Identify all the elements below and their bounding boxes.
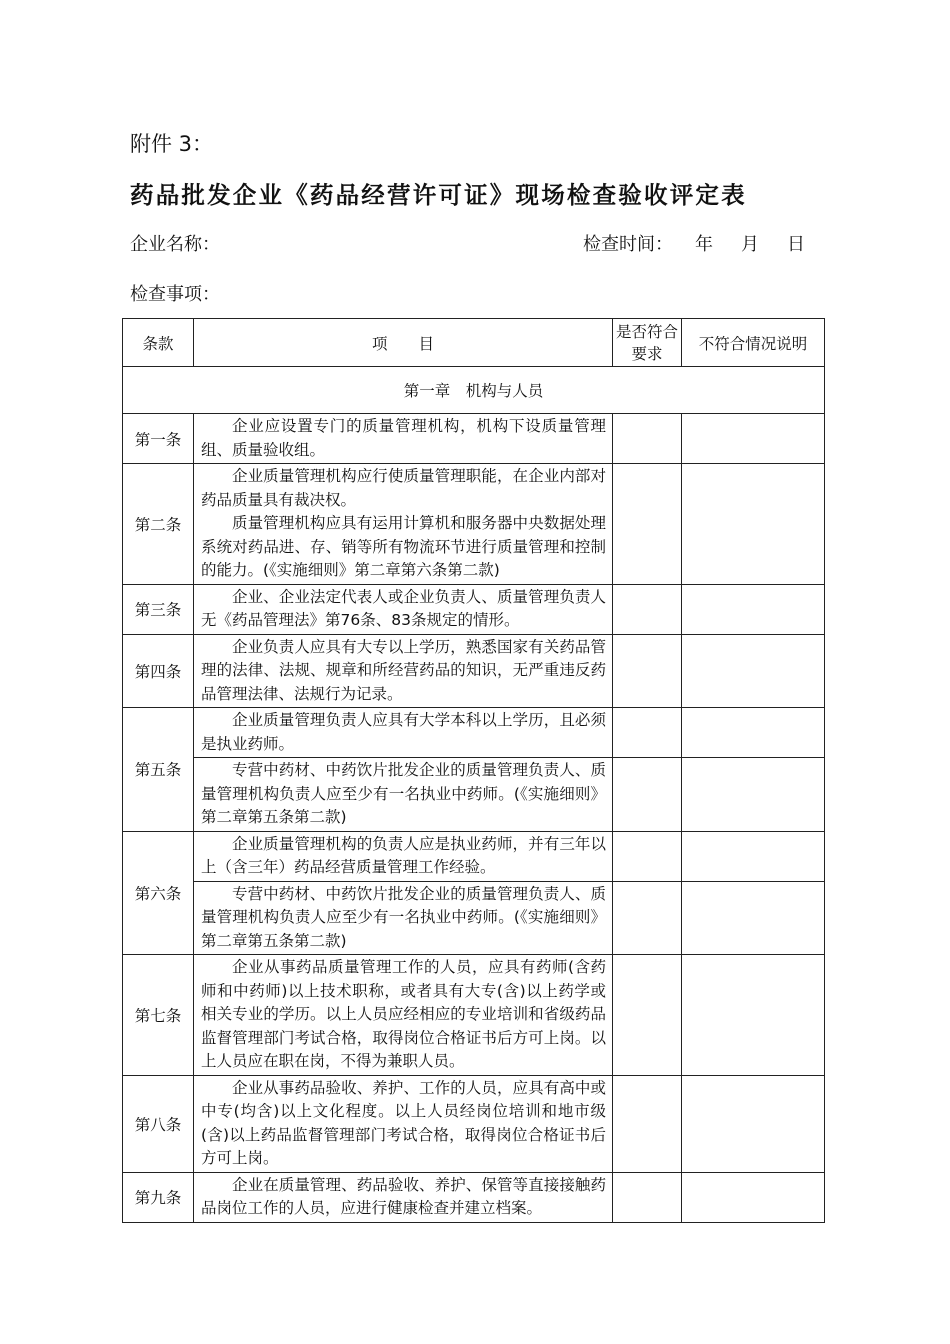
- clause-number: 第三条: [123, 584, 194, 634]
- remark-cell[interactable]: [682, 584, 825, 634]
- clause-paragraph: 企业从事药品质量管理工作的人员，应具有药师(含药师和中药师)以上技术职称，或者具有大专(含)以上药学或相关专业的学历。以上人员应经相应的专业培训和省级药品监督管理部门考试合格，取得岗位合格证书后方可上岗。以上人员应在职在岗，不得为兼职人员。: [201, 958, 606, 1070]
- clause-paragraph: 企业质量管理负责人应具有大学本科以上学历，且必须是执业药师。: [201, 711, 606, 753]
- conform-cell[interactable]: [613, 831, 682, 881]
- table-row: [123, 1172, 825, 1222]
- header-item: 项 目: [194, 319, 613, 367]
- clause-paragraph: 专营中药材、中药饮片批发企业的质量管理负责人、质量管理机构负责人应至少有一名执业中药师。(《实施细则》第二章第五条第二款): [201, 884, 606, 950]
- clause-content: [194, 708, 613, 758]
- table-row: [123, 758, 825, 832]
- clause-paragraph: 质量管理机构应具有运用计算机和服务器中央数据处理系统对药品进、存、销等所有物流环节进行质量管理和控制的能力。(《实施细则》第二章第六条第二款): [201, 514, 606, 579]
- clause-content: [194, 634, 613, 708]
- conform-cell[interactable]: [613, 1172, 682, 1222]
- clause-paragraph: 企业质量管理机构应行使质量管理职能，在企业内部对药品质量具有裁决权。: [201, 467, 606, 509]
- clause-content: [194, 831, 613, 881]
- check-time: [583, 230, 805, 256]
- conform-cell[interactable]: [613, 1075, 682, 1172]
- table-row: [123, 414, 825, 464]
- clause-number: 第七条: [123, 955, 194, 1076]
- clause-content: [194, 881, 613, 955]
- table-row: [123, 584, 825, 634]
- remark-cell[interactable]: [682, 955, 825, 1076]
- clause-number: 第五条: [123, 708, 194, 832]
- check-items-label: 检查事项：: [130, 284, 220, 305]
- check-time-label: 检查时间：: [583, 234, 673, 255]
- conform-cell[interactable]: [613, 708, 682, 758]
- conform-cell[interactable]: [613, 464, 682, 585]
- clause-paragraph: 企业在质量管理、药品验收、养护、保管等直接接触药品岗位工作的人员，应进行健康检查并建立档案。: [201, 1175, 606, 1217]
- remark-cell[interactable]: [682, 1172, 825, 1222]
- remark-cell[interactable]: [682, 634, 825, 708]
- conform-cell[interactable]: [613, 758, 682, 832]
- clause-number: 第八条: [123, 1075, 194, 1172]
- clause-number: 第二条: [123, 464, 194, 585]
- clause-number: 第六条: [123, 831, 194, 955]
- clause-paragraph: 企业质量管理机构的负责人应是执业药师，并有三年以上（含三年）药品经营质量管理工作经验。: [201, 834, 606, 876]
- clause-content: [194, 464, 613, 585]
- remark-cell[interactable]: [682, 831, 825, 881]
- company-name-label: 企业名称：: [130, 234, 220, 255]
- remark-cell[interactable]: [682, 1075, 825, 1172]
- conform-cell[interactable]: [613, 634, 682, 708]
- table-row: [123, 464, 825, 585]
- conform-cell[interactable]: [613, 584, 682, 634]
- table-row: [123, 634, 825, 708]
- evaluation-table: [122, 318, 825, 1223]
- clause-content: [194, 1075, 613, 1172]
- table-row: [123, 831, 825, 881]
- chapter-row: [123, 367, 825, 414]
- header-clause: 条款: [123, 319, 194, 367]
- header-remark: 不符合情况说明: [682, 319, 825, 367]
- table-row: [123, 708, 825, 758]
- attachment-label: 附件 3：: [130, 132, 214, 156]
- clause-number: 第九条: [123, 1172, 194, 1222]
- clause-content: [194, 414, 613, 464]
- conform-cell[interactable]: [613, 414, 682, 464]
- year-label: 年: [695, 234, 713, 255]
- document-title: 药品批发企业《药品经营许可证》现场检查验收评定表: [130, 181, 747, 209]
- table-row: [123, 1075, 825, 1172]
- remark-cell[interactable]: [682, 414, 825, 464]
- clause-paragraph: 企业从事药品验收、养护、工作的人员，应具有高中或中专(均含)以上文化程度。以上人员经岗位培训和地市级(含)以上药品监督管理部门考试合格，取得岗位合格证书后方可上岗。: [201, 1078, 606, 1167]
- clause-content: [194, 584, 613, 634]
- clause-content: [194, 955, 613, 1076]
- clause-paragraph: 企业负责人应具有大专以上学历，熟悉国家有关药品管理的法律、法规、规章和所经营药品的知识，无严重违反药品管理法律、法规行为记录。: [201, 637, 606, 703]
- day-label: 日: [787, 234, 805, 255]
- clause-number: 第四条: [123, 634, 194, 708]
- conform-cell[interactable]: [613, 881, 682, 955]
- clause-content: [194, 758, 613, 832]
- table-row: [123, 881, 825, 955]
- month-label: 月: [741, 234, 759, 255]
- clause-paragraph: 专营中药材、中药饮片批发企业的质量管理负责人、质量管理机构负责人应至少有一名执业中药师。(《实施细则》第二章第五条第二款): [201, 761, 606, 826]
- conform-cell[interactable]: [613, 955, 682, 1076]
- remark-cell[interactable]: [682, 881, 825, 955]
- clause-paragraph: 企业、企业法定代表人或企业负责人、质量管理负责人无《药品管理法》第76条、83条规定的情形。: [201, 587, 606, 629]
- chapter-heading: 第一章 机构与人员: [123, 367, 825, 414]
- clause-paragraph: 企业应设置专门的质量管理机构，机构下设质量管理组、质量验收组。: [201, 417, 606, 459]
- clause-number: 第一条: [123, 414, 194, 464]
- remark-cell[interactable]: [682, 708, 825, 758]
- table-header-row: [123, 319, 825, 367]
- header-conform: 是否符合要求: [613, 319, 682, 367]
- remark-cell[interactable]: [682, 464, 825, 585]
- table-row: [123, 955, 825, 1076]
- clause-content: [194, 1172, 613, 1222]
- remark-cell[interactable]: [682, 758, 825, 832]
